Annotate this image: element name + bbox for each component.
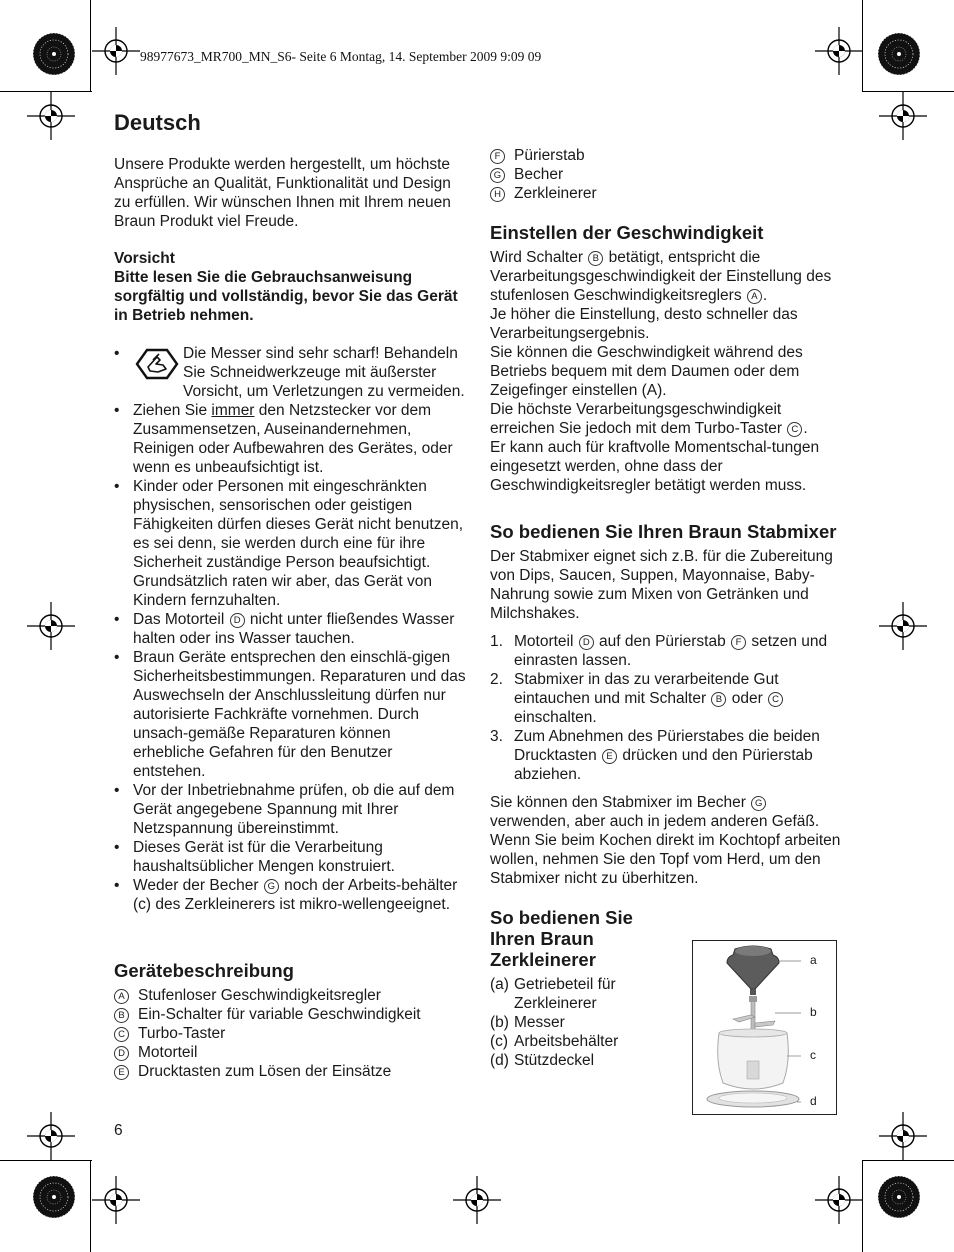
list-item: • Das Motorteil D nicht unter fließendes Wasser halten oder ins Wasser tauchen.: [114, 610, 466, 648]
list-item: 3. Zum Abnehmen des Pürierstabes die beiden Drucktasten E drücken und den Pürierstab abziehen.: [490, 728, 820, 783]
speed-paragraph: Er kann auch für kraftvolle Momentschal-tungen eingesetzt werden, ohne dass der Geschwindigkeitsregler betätigt werden muss.: [490, 439, 820, 494]
parts-list-continued: [490, 146, 845, 203]
list-item: • Dieses Gerät ist für die Verarbeitung haushaltsüblicher Mengen konstruiert.: [114, 838, 466, 876]
caution-heading: Vorsicht: [114, 250, 175, 267]
list-item: • Ziehen Sie immer den Netzstecker vor dem Zusammensetzen, Auseinandernehmen, Reinigen oder Aufbewahren des Gerätes, oder wenn es unbeaufsichtigt ist.: [114, 401, 466, 477]
list-item: • Kinder oder Personen mit eingeschränkten physischen, sensorischen oder geistigen Fähigkeiten dürfen dieses Gerät nicht benutzen, es sei denn, sie werden durch eine für ihre Sicherheit zuständige Person beaufsichtigt. Grundsätzlich raten wir aber, das Gerät von Kindern fernzuhalten.: [114, 477, 466, 610]
page-number: 6: [114, 1122, 123, 1139]
list-item: (a) Getriebeteil für Zerkleinerer: [490, 976, 616, 1012]
list-item: B Ein-Schalter für variable Geschwindigkeit: [114, 1005, 466, 1024]
caution-text: Bitte lesen Sie die Gebrauchsanweisung sorgfältig und vollständig, bevor Sie das Gerät in Betrieb nehmen.: [114, 269, 458, 324]
list-item: D Motorteil: [114, 1043, 466, 1062]
figure-label: b: [810, 1005, 817, 1019]
speed-paragraph: Wird Schalter B betätigt, entspricht die Verarbeitungsgeschwindigkeit der Einstellung des stufenlosen Geschwindigkeitsreglers A .: [490, 249, 832, 304]
figure-label: a: [810, 953, 817, 967]
section-heading-speed: Einstellen der Geschwindigkeit: [490, 222, 764, 243]
list-item: (b) Messer: [490, 1014, 565, 1031]
intro-paragraph: Unsere Produkte werden hergestellt, um höchste Ansprüche an Qualität, Funktionalität und Design zu erfüllen. Wir wünschen Ihnen mit Ihrem neuen Braun Produkt viel Freude.: [114, 156, 451, 230]
list-item: • Weder der Becher G noch der Arbeits-behälter (c) des Zerkleinerers ist mikro-wellengeeignet.: [114, 876, 466, 914]
list-item: A Stufenloser Geschwindigkeitsregler: [114, 986, 466, 1005]
left-column: [114, 110, 466, 1081]
list-item: • Vor der Inbetriebnahme prüfen, ob die auf dem Gerät angegebene Spannung mit Ihrer Netzspannung übereinstimmt.: [114, 781, 466, 838]
list-item: (c) Arbeitsbehälter: [490, 1033, 619, 1050]
emphasis-always: immer: [211, 402, 255, 419]
list-item: E Drucktasten zum Lösen der Einsätze: [114, 1062, 466, 1081]
right-column: [490, 146, 845, 1070]
chopper-figure: [692, 940, 837, 1115]
steps-list: [490, 632, 845, 784]
parts-list: [114, 986, 466, 1081]
speed-paragraph: Je höher die Einstellung, desto schneller das Verarbeitungsergebnis.: [490, 306, 798, 342]
section-heading-description: Gerätebeschreibung: [114, 960, 294, 981]
list-item: 1. Motorteil D auf den Pürierstab F setzen und einrasten lassen.: [490, 633, 828, 669]
section-heading-stabmixer: So bedienen Sie Ihren Braun Stabmixer: [490, 521, 837, 542]
part-letter: D: [230, 613, 245, 628]
safety-list: [114, 344, 466, 914]
list-item: H Zerkleinerer: [490, 184, 845, 203]
figure-label: d: [810, 1094, 817, 1108]
list-item: • Braun Geräte entsprechen den einschlä-gigen Sicherheitsbestimmungen. Reparaturen und das Auswechseln der Anschlussleitung dürfen nur autorisierte Fachkräfte vornehmen. Durch unsach-gemäße Reparaturen können erhebliche Gefahren für den Benutzer entstehen.: [114, 648, 466, 781]
part-letter: G: [264, 879, 279, 894]
list-item: C Turbo-Taster: [114, 1024, 466, 1043]
print-job-line: 98977673_MR700_MN_S6- Seite 6 Montag, 14. September 2009 9:09 09: [140, 49, 542, 64]
figure-label: c: [810, 1048, 816, 1062]
warning-text: • Die Messer sind sehr scharf! Behandeln Sie Schneidwerkzeuge mit äußerster Vorsicht, um Verletzungen zu vermeiden.: [183, 345, 465, 400]
list-item: G Becher: [490, 165, 845, 184]
chopper-parts-list: [490, 975, 680, 1070]
becher-paragraph: Sie können den Stabmixer im Becher G verwenden, aber auch in jedem anderen Gefäß. Wenn Sie beim Kochen direkt im Kochtopf arbeiten wollen, nehmen Sie den Topf vom Herd, um den Stabmixer nicht zu überhitzen.: [490, 794, 841, 887]
page-title: Deutsch: [114, 110, 201, 135]
list-item: [114, 344, 466, 401]
stabmixer-intro: Der Stabmixer eignet sich z.B. für die Zubereitung von Dips, Saucen, Suppen, Mayonnaise, Baby-Nahrung sowie zum Mixen von Getränken und Milchshakes.: [490, 548, 833, 622]
list-item: 2. Stabmixer in das zu verarbeitende Gut eintauchen und mit Schalter B oder C einschalten.: [490, 670, 845, 727]
speed-paragraph: Die höchste Verarbeitungsgeschwindigkeit erreichen Sie jedoch mit dem Turbo-Taster C .: [490, 401, 808, 437]
list-item: (d) Stützdeckel: [490, 1052, 595, 1069]
sharp-blade-warning-icon: [133, 348, 181, 380]
list-item: F Pürierstab: [490, 146, 845, 165]
section-heading-zerkleinerer: So bedienen Sie Ihren Braun Zerkleinerer: [490, 907, 633, 970]
speed-paragraph: Sie können die Geschwindigkeit während des Betriebs bequem mit dem Daumen oder dem Zeigefinger einstellen (A).: [490, 344, 803, 399]
